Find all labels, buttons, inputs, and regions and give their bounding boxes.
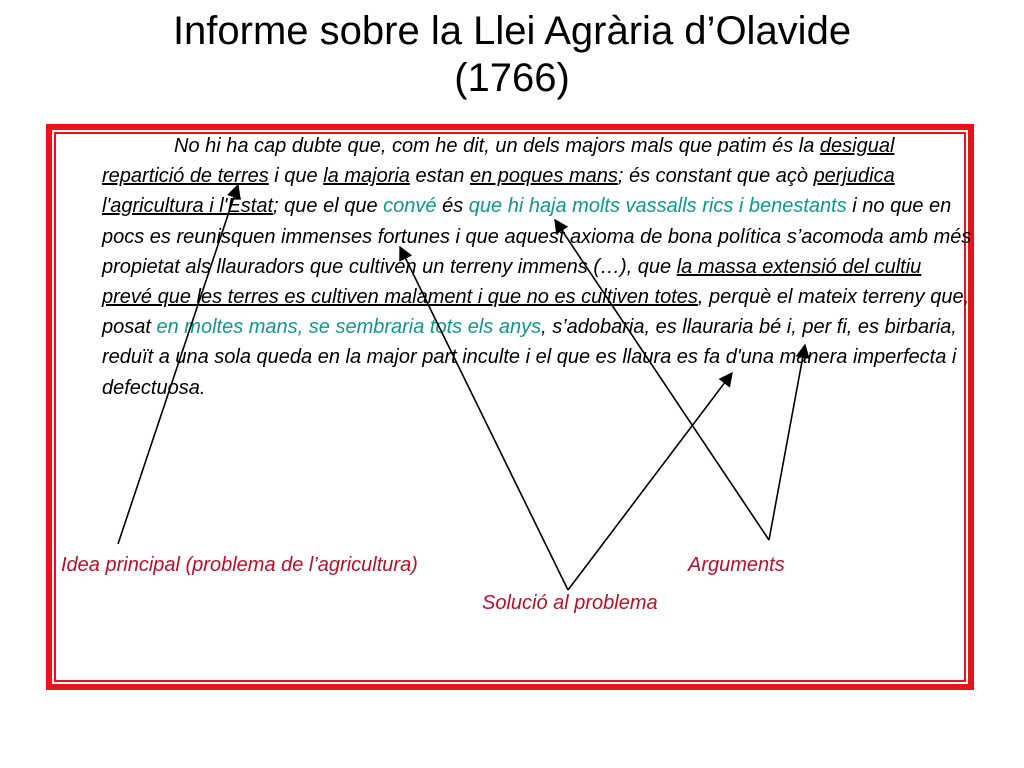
quote-segment: ; que el que: [273, 195, 384, 218]
quote-segment: és: [436, 195, 469, 218]
arrow-argument-1: [555, 220, 769, 540]
slide-title-line-2: (1766): [454, 56, 570, 100]
label-solution: Solució al problema: [482, 592, 658, 614]
slide-title-line-1: Informe sobre la Llei Agrària d’Olavide: [172, 9, 852, 53]
highlighted-phrase-many-hands: en moltes mans, se sembraria tots els anys: [156, 316, 542, 339]
label-arguments: Arguments: [688, 554, 785, 576]
quote-segment: , perquè el mateix terreny que, posat: [102, 286, 970, 339]
quote-segment: , s’adobaria, es llauraria bé i, per fi, es birbaria, reduït a una sola queda en la major part inculte i el que es llaura es fa d'una manera imperfecta i defectuosa.: [102, 316, 957, 399]
highlighted-phrase-rich-vassals: que hi haja molts vassalls rics i benestants: [468, 195, 847, 218]
arrow-argument-2: [769, 345, 805, 540]
quote-segment: estan: [409, 165, 470, 188]
underlined-phrase-harms-agriculture: perjudica l'agricultura i l'Estat: [102, 165, 895, 218]
quote-segment: No hi ha cap dubte que, com he dit, un dels majors mals que patim és la: [174, 135, 820, 157]
quote-segment: ; és constant que açò: [617, 165, 814, 188]
quote-segment: i no que en pocs es reunisquen immenses fortunes i que aquest axioma de bona política s’acomoda amb més propietat als llauradors que cultiven un terreny immens (…), que: [102, 195, 972, 278]
arrow-solution-1: [400, 247, 568, 590]
underlined-phrase-unequal-distribution: desigual repartició de terres: [102, 135, 895, 188]
quote-segment: i que: [268, 165, 324, 188]
highlighted-phrase-convenient: convé: [383, 195, 437, 218]
arrow-main-idea: [118, 185, 238, 544]
label-main-idea: Idea principal (problema de l’agricultura): [61, 554, 418, 576]
underlined-phrase-few-hands: en poques mans: [469, 165, 618, 188]
underlined-phrase-excessive-extension: la massa extensió del cultiu prevé que les terres es cultiven malament i que no es cultiven totes: [102, 255, 922, 309]
underlined-phrase-majority: la majoria: [323, 165, 410, 188]
